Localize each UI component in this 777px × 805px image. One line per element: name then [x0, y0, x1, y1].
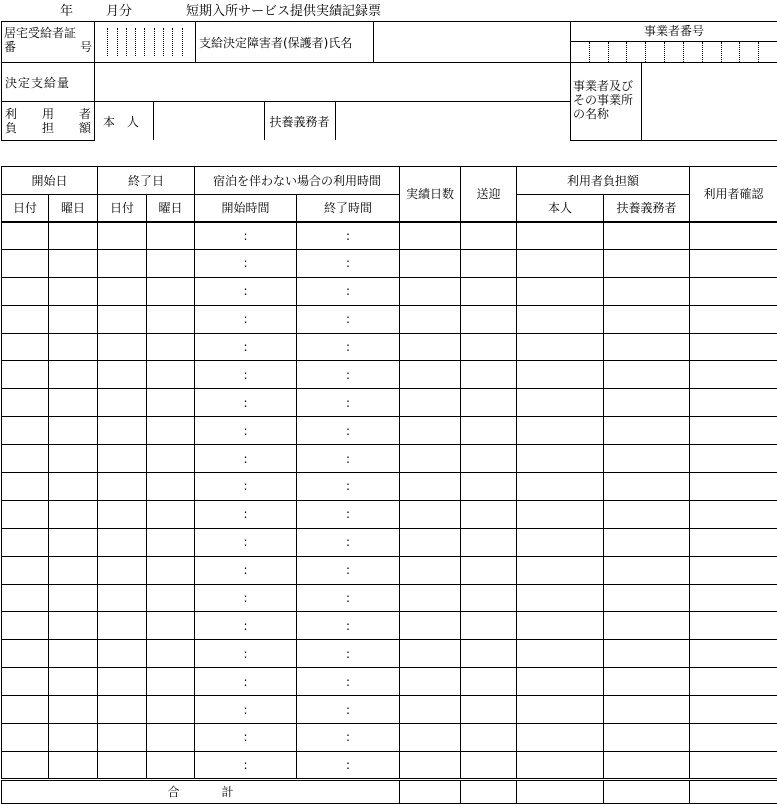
self-burden-cell[interactable]	[517, 640, 604, 668]
self-burden-cell[interactable]	[517, 556, 604, 584]
end-time-cell[interactable]: :	[297, 361, 400, 389]
start-date-cell[interactable]	[2, 361, 49, 389]
guardian-burden-cell[interactable]	[604, 556, 690, 584]
start-date-cell[interactable]	[2, 305, 49, 333]
user-confirm-cell[interactable]	[690, 277, 777, 305]
start-weekday-cell[interactable]	[49, 389, 98, 417]
year-label: 年	[60, 4, 74, 19]
record-row	[2, 640, 777, 668]
end-time-cell[interactable]: :	[297, 640, 400, 668]
self-burden-cell[interactable]	[517, 417, 604, 445]
end-weekday-cell[interactable]	[147, 668, 195, 696]
recipient-number-label	[2, 22, 95, 63]
guardian-burden-cell[interactable]	[604, 417, 690, 445]
self-burden-cell[interactable]	[517, 305, 604, 333]
end-time-cell[interactable]: :	[297, 473, 400, 501]
recipient-number-label-left: 番	[4, 40, 17, 54]
start-weekday-cell[interactable]	[49, 305, 98, 333]
actual-days-cell[interactable]	[400, 389, 461, 417]
start-weekday-cell[interactable]	[49, 528, 98, 556]
start-weekday-cell[interactable]	[49, 277, 98, 305]
record-row	[2, 668, 777, 696]
end-time-cell[interactable]: :	[297, 500, 400, 528]
self-burden-cell[interactable]	[517, 751, 604, 779]
transport-cell[interactable]	[461, 751, 517, 779]
actual-days-cell[interactable]	[400, 305, 461, 333]
record-row	[2, 612, 777, 640]
end-weekday-cell[interactable]	[147, 640, 195, 668]
start-date-cell[interactable]	[2, 528, 49, 556]
start-time-cell[interactable]: :	[195, 277, 297, 305]
guardian-burden-cell[interactable]	[604, 584, 690, 612]
self-burden-cell[interactable]	[517, 584, 604, 612]
start-time-cell[interactable]: :	[195, 696, 297, 724]
end-weekday-cell[interactable]	[147, 528, 195, 556]
start-time-cell[interactable]: :	[195, 417, 297, 445]
start-weekday-cell[interactable]	[49, 249, 98, 277]
user-confirm-cell[interactable]	[690, 417, 777, 445]
start-weekday-cell[interactable]	[49, 417, 98, 445]
transport-cell[interactable]	[461, 668, 517, 696]
user-confirm-cell[interactable]	[690, 696, 777, 724]
actual-days-cell[interactable]	[400, 612, 461, 640]
user-confirm-cell[interactable]	[690, 556, 777, 584]
recipient-number-label-line1: 居宅受給者証	[4, 26, 77, 40]
start-date-cell[interactable]	[2, 751, 49, 779]
record-row	[2, 556, 777, 584]
start-date-cell[interactable]	[2, 333, 49, 361]
transport-cell[interactable]	[461, 528, 517, 556]
decided-amount-label: 決定支給量	[2, 63, 95, 102]
end-date-cell[interactable]	[98, 277, 147, 305]
end-time-cell[interactable]: :	[297, 696, 400, 724]
start-weekday-cell[interactable]	[49, 445, 98, 473]
end-weekday-cell[interactable]	[147, 305, 195, 333]
guardian-burden-cell[interactable]	[604, 249, 690, 277]
guardian-burden-cell[interactable]	[604, 724, 690, 752]
actual-days-cell[interactable]	[400, 640, 461, 668]
record-row	[2, 584, 777, 612]
end-weekday-cell[interactable]	[147, 417, 195, 445]
user-confirm-cell[interactable]	[690, 333, 777, 361]
end-weekday-cell[interactable]	[147, 249, 195, 277]
transport-cell[interactable]	[461, 361, 517, 389]
record-rows	[2, 222, 777, 780]
user-confirm-cell[interactable]	[690, 222, 777, 250]
user-confirm-cell[interactable]	[690, 473, 777, 501]
self-burden-cell[interactable]	[517, 612, 604, 640]
actual-days-cell[interactable]	[400, 556, 461, 584]
transport-cell[interactable]	[461, 473, 517, 501]
record-row	[2, 528, 777, 556]
start-time-cell[interactable]: :	[195, 445, 297, 473]
end-date-cell[interactable]	[98, 361, 147, 389]
user-confirm-cell[interactable]	[690, 500, 777, 528]
start-weekday-cell[interactable]	[49, 640, 98, 668]
provider-name-label-line3: の名称	[573, 107, 610, 121]
user-confirm-cell[interactable]	[690, 584, 777, 612]
record-row	[2, 751, 777, 779]
record-row	[2, 473, 777, 501]
record-row	[2, 361, 777, 389]
transport-cell[interactable]	[461, 556, 517, 584]
end-weekday-cell[interactable]	[147, 361, 195, 389]
start-time-cell[interactable]: :	[195, 249, 297, 277]
start-weekday-cell[interactable]	[49, 500, 98, 528]
end-date-cell[interactable]	[98, 556, 147, 584]
end-weekday-cell[interactable]	[147, 556, 195, 584]
end-weekday-cell[interactable]	[147, 724, 195, 752]
user-confirm-cell[interactable]	[690, 249, 777, 277]
guardian-burden-cell[interactable]	[604, 696, 690, 724]
start-time-cell[interactable]: :	[195, 556, 297, 584]
end-date-cell[interactable]	[98, 751, 147, 779]
end-date-cell[interactable]	[98, 724, 147, 752]
recipient-number-label-right: 号	[79, 40, 92, 54]
user-confirm-cell[interactable]	[690, 724, 777, 752]
end-weekday-cell[interactable]	[147, 333, 195, 361]
guardian-burden-cell[interactable]	[604, 389, 690, 417]
end-weekday-cell[interactable]	[147, 445, 195, 473]
end-weekday-cell[interactable]	[147, 751, 195, 779]
total-label-a: 合	[167, 785, 180, 800]
end-date-cell[interactable]	[98, 417, 147, 445]
total-transport[interactable]	[461, 779, 517, 803]
burden-char: 担	[41, 120, 54, 135]
actual-days-cell[interactable]	[400, 277, 461, 305]
name-input[interactable]	[374, 22, 571, 63]
start-date-cell[interactable]	[2, 500, 49, 528]
provider-name-label	[571, 63, 642, 141]
burden-char: 用	[41, 106, 54, 121]
total-actual-days[interactable]	[400, 779, 461, 803]
actual-days-cell[interactable]	[400, 724, 461, 752]
record-row	[2, 305, 777, 333]
transport-cell[interactable]	[461, 500, 517, 528]
start-weekday-cell[interactable]	[49, 668, 98, 696]
self-burden-cell[interactable]	[517, 696, 604, 724]
provider-number-label: 事業者番号	[571, 22, 777, 42]
end-date-cell[interactable]	[98, 528, 147, 556]
end-weekday-cell[interactable]	[147, 277, 195, 305]
start-time-cell[interactable]: :	[195, 389, 297, 417]
end-weekday-cell[interactable]	[147, 584, 195, 612]
user-confirm-cell[interactable]	[690, 528, 777, 556]
end-time-cell[interactable]: :	[297, 528, 400, 556]
actual-days-cell[interactable]	[400, 473, 461, 501]
transport-cell[interactable]	[461, 277, 517, 305]
burden-char: 利	[5, 106, 18, 121]
self-label: 本 人	[95, 102, 153, 140]
actual-days-cell[interactable]	[400, 751, 461, 779]
record-row	[2, 277, 777, 305]
end-time-cell[interactable]: :	[297, 417, 400, 445]
self-burden-cell[interactable]	[517, 333, 604, 361]
record-row	[2, 417, 777, 445]
name-label: 支給決定障害者(保護者)氏名	[196, 22, 374, 63]
end-weekday-cell[interactable]	[147, 500, 195, 528]
end-date-cell[interactable]	[98, 612, 147, 640]
guardian-burden-cell[interactable]	[604, 612, 690, 640]
transport-cell[interactable]	[461, 417, 517, 445]
start-date-cell[interactable]	[2, 724, 49, 752]
form-title: 短期入所サービス提供実績記録票	[186, 4, 382, 19]
transport-cell[interactable]	[461, 696, 517, 724]
user-confirm-header: 利用者確認	[690, 167, 777, 222]
record-row	[2, 222, 777, 250]
actual-days-cell[interactable]	[400, 222, 461, 250]
start-weekday-cell[interactable]	[49, 361, 98, 389]
self-burden-cell[interactable]	[517, 389, 604, 417]
end-time-cell[interactable]: :	[297, 333, 400, 361]
end-date-cell[interactable]	[98, 445, 147, 473]
start-date-cell[interactable]	[2, 389, 49, 417]
record-row	[2, 389, 777, 417]
total-label-b: 計	[221, 785, 234, 800]
start-weekday-cell[interactable]	[49, 584, 98, 612]
guardian-burden-cell[interactable]	[604, 222, 690, 250]
transport-cell[interactable]	[461, 640, 517, 668]
start-time-cell[interactable]: :	[195, 222, 297, 250]
start-weekday-cell[interactable]	[49, 473, 98, 501]
start-date-cell[interactable]	[2, 473, 49, 501]
user-burden-header: 利用者負担額	[517, 167, 690, 195]
end-weekday-cell[interactable]	[147, 389, 195, 417]
actual-days-cell[interactable]	[400, 249, 461, 277]
no-stay-time-header: 宿泊を伴わない場合の利用時間	[195, 167, 400, 195]
start-date-cell[interactable]	[2, 222, 49, 250]
provider-name-input[interactable]	[642, 63, 777, 141]
self-burden-input[interactable]	[153, 102, 264, 140]
start-time-cell[interactable]: :	[195, 528, 297, 556]
record-row	[2, 724, 777, 752]
provider-name-label-line2: その事業所	[573, 93, 634, 107]
guardian-burden-cell[interactable]	[604, 640, 690, 668]
provider-number-input[interactable]	[571, 42, 777, 62]
record-row	[2, 333, 777, 361]
start-date-header: 日付	[2, 195, 49, 222]
transport-header: 送迎	[461, 167, 517, 222]
user-confirm-cell[interactable]	[690, 305, 777, 333]
actual-days-cell[interactable]	[400, 500, 461, 528]
self-burden-cell[interactable]	[517, 222, 604, 250]
end-date-cell[interactable]	[98, 222, 147, 250]
start-time-header: 開始時間	[195, 195, 297, 222]
actual-days-cell[interactable]	[400, 333, 461, 361]
end-weekday-cell[interactable]	[147, 222, 195, 250]
end-weekday-cell[interactable]	[147, 612, 195, 640]
total-guardian-burden[interactable]	[604, 779, 690, 803]
start-time-cell[interactable]: :	[195, 668, 297, 696]
end-time-cell[interactable]: :	[297, 751, 400, 779]
record-row	[2, 696, 777, 724]
end-time-cell[interactable]: :	[297, 556, 400, 584]
user-confirm-cell[interactable]	[690, 612, 777, 640]
end-date-cell[interactable]	[98, 389, 147, 417]
user-confirm-cell[interactable]	[690, 751, 777, 779]
record-table	[1, 166, 777, 804]
actual-days-cell[interactable]	[400, 696, 461, 724]
end-date-cell[interactable]	[98, 696, 147, 724]
guardian-burden-cell[interactable]	[604, 473, 690, 501]
start-date-cell[interactable]	[2, 584, 49, 612]
total-self-burden[interactable]	[517, 779, 604, 803]
burden-char: 負	[5, 120, 18, 135]
actual-days-cell[interactable]	[400, 445, 461, 473]
guardian-label: 扶養義務者	[264, 102, 335, 140]
end-time-cell[interactable]: :	[297, 389, 400, 417]
start-weekday-cell[interactable]	[49, 222, 98, 250]
end-date-cell[interactable]	[98, 640, 147, 668]
record-row	[2, 249, 777, 277]
transport-cell[interactable]	[461, 584, 517, 612]
self-burden-cell[interactable]	[517, 668, 604, 696]
start-weekday-header: 曜日	[49, 195, 98, 222]
end-date-cell[interactable]	[98, 584, 147, 612]
month-label: 月分	[106, 4, 133, 19]
self-header: 本人	[517, 195, 604, 222]
decided-amount-input[interactable]	[95, 63, 571, 102]
top-form	[1, 21, 777, 141]
self-burden-cell[interactable]	[517, 724, 604, 752]
actual-days-cell[interactable]	[400, 528, 461, 556]
title-line	[0, 0, 777, 20]
guardian-burden-cell[interactable]	[604, 305, 690, 333]
end-time-cell[interactable]: :	[297, 249, 400, 277]
actual-days-cell[interactable]	[400, 584, 461, 612]
start-date-cell[interactable]	[2, 696, 49, 724]
end-time-cell[interactable]: :	[297, 584, 400, 612]
transport-cell[interactable]	[461, 724, 517, 752]
guardian-burden-cell[interactable]	[604, 751, 690, 779]
start-time-cell[interactable]: :	[195, 584, 297, 612]
guardian-burden-input[interactable]	[335, 102, 570, 140]
user-confirm-cell[interactable]	[690, 668, 777, 696]
start-weekday-cell[interactable]	[49, 556, 98, 584]
end-time-cell[interactable]: :	[297, 612, 400, 640]
start-date-cell[interactable]	[2, 417, 49, 445]
end-date-cell[interactable]	[98, 500, 147, 528]
start-date-cell[interactable]	[2, 556, 49, 584]
self-burden-cell[interactable]	[517, 473, 604, 501]
guardian-burden-cell[interactable]	[604, 445, 690, 473]
transport-cell[interactable]	[461, 222, 517, 250]
guardian-burden-cell[interactable]	[604, 668, 690, 696]
start-weekday-cell[interactable]	[49, 724, 98, 752]
end-date-cell[interactable]	[98, 305, 147, 333]
start-weekday-cell[interactable]	[49, 751, 98, 779]
transport-cell[interactable]	[461, 249, 517, 277]
start-time-cell[interactable]: :	[195, 612, 297, 640]
start-time-cell[interactable]: :	[195, 724, 297, 752]
start-weekday-cell[interactable]	[49, 696, 98, 724]
start-date-cell[interactable]	[2, 249, 49, 277]
end-weekday-header: 曜日	[147, 195, 195, 222]
transport-cell[interactable]	[461, 612, 517, 640]
start-weekday-cell[interactable]	[49, 612, 98, 640]
start-time-cell[interactable]: :	[195, 333, 297, 361]
burden-char: 額	[78, 120, 91, 135]
self-burden-cell[interactable]	[517, 361, 604, 389]
end-time-cell[interactable]: :	[297, 277, 400, 305]
guardian-burden-cell[interactable]	[604, 333, 690, 361]
self-burden-cell[interactable]	[517, 249, 604, 277]
end-date-cell[interactable]	[98, 473, 147, 501]
transport-cell[interactable]	[461, 333, 517, 361]
start-date-cell[interactable]	[2, 640, 49, 668]
end-time-cell[interactable]: :	[297, 222, 400, 250]
actual-days-cell[interactable]	[400, 668, 461, 696]
burden-char: 者	[78, 106, 91, 121]
user-confirm-cell[interactable]	[690, 361, 777, 389]
end-weekday-cell[interactable]	[147, 696, 195, 724]
guardian-burden-cell[interactable]	[604, 361, 690, 389]
user-confirm-cell[interactable]	[690, 389, 777, 417]
actual-days-cell[interactable]	[400, 361, 461, 389]
end-day-header: 終了日	[98, 167, 195, 195]
start-date-cell[interactable]	[2, 612, 49, 640]
end-time-cell[interactable]: :	[297, 305, 400, 333]
start-time-cell[interactable]: :	[195, 751, 297, 779]
burden-label	[2, 102, 95, 141]
guardian-header: 扶養義務者	[604, 195, 690, 222]
actual-days-header: 実績日数	[400, 167, 461, 222]
self-burden-cell[interactable]	[517, 528, 604, 556]
self-burden-cell[interactable]	[517, 277, 604, 305]
user-confirm-cell[interactable]	[690, 640, 777, 668]
end-date-cell[interactable]	[98, 333, 147, 361]
recipient-number-input[interactable]	[95, 22, 196, 63]
provider-number-cell	[571, 22, 777, 63]
start-weekday-cell[interactable]	[49, 333, 98, 361]
end-date-header: 日付	[98, 195, 147, 222]
self-burden-cell[interactable]	[517, 445, 604, 473]
end-time-cell[interactable]: :	[297, 724, 400, 752]
end-time-cell[interactable]: :	[297, 445, 400, 473]
record-row	[2, 445, 777, 473]
end-time-cell[interactable]: :	[297, 668, 400, 696]
transport-cell[interactable]	[461, 389, 517, 417]
total-user-confirm[interactable]	[690, 779, 777, 803]
end-date-cell[interactable]	[98, 668, 147, 696]
guardian-burden-cell[interactable]	[604, 528, 690, 556]
provider-name-label-line1: 事業者及び	[573, 79, 634, 93]
start-time-cell[interactable]: :	[195, 640, 297, 668]
start-date-cell[interactable]	[2, 277, 49, 305]
transport-cell[interactable]	[461, 445, 517, 473]
guardian-burden-cell[interactable]	[604, 277, 690, 305]
start-time-cell[interactable]: :	[195, 473, 297, 501]
user-confirm-cell[interactable]	[690, 445, 777, 473]
actual-days-cell[interactable]	[400, 417, 461, 445]
end-date-cell[interactable]	[98, 249, 147, 277]
start-time-cell[interactable]: :	[195, 361, 297, 389]
start-date-cell[interactable]	[2, 445, 49, 473]
start-time-cell[interactable]: :	[195, 500, 297, 528]
start-date-cell[interactable]	[2, 668, 49, 696]
start-time-cell[interactable]: :	[195, 305, 297, 333]
transport-cell[interactable]	[461, 305, 517, 333]
total-label	[2, 779, 400, 803]
self-burden-cell[interactable]	[517, 500, 604, 528]
record-row	[2, 500, 777, 528]
start-day-header: 開始日	[2, 167, 98, 195]
end-weekday-cell[interactable]	[147, 473, 195, 501]
burden-inputs	[95, 102, 571, 141]
guardian-burden-cell[interactable]	[604, 500, 690, 528]
end-time-header: 終了時間	[297, 195, 400, 222]
